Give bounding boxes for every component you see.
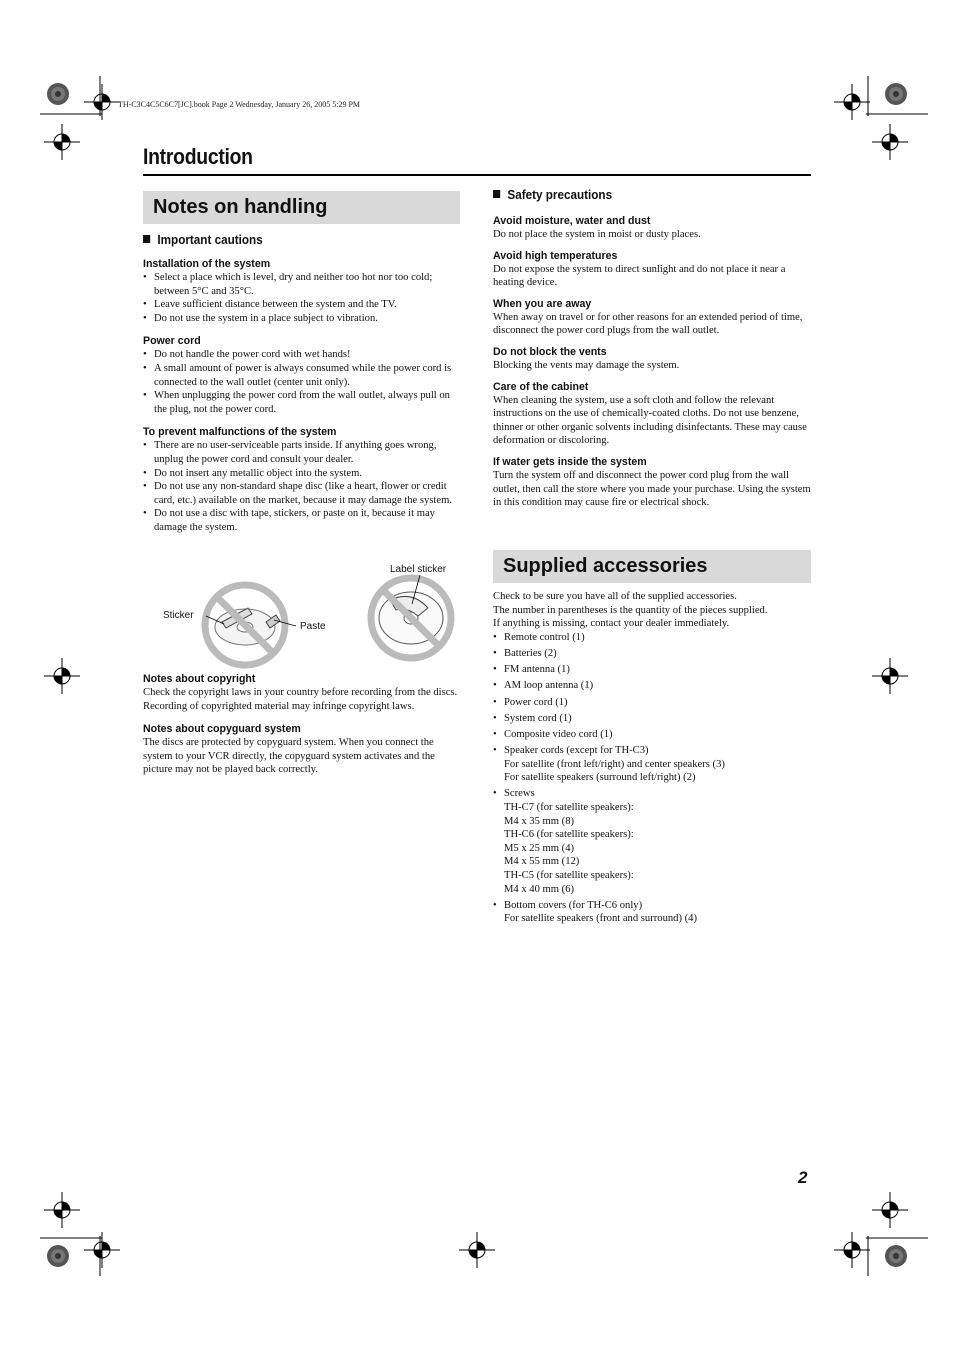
safety-heading: When you are away: [493, 297, 592, 310]
page-number: 2: [798, 1168, 808, 1187]
list-item: • Power cord (1): [493, 696, 811, 710]
color-target-top-right: [866, 76, 928, 116]
list-item: • Batteries (2): [493, 647, 811, 661]
list-item: • Do not insert any metallic object into the system.: [143, 467, 460, 481]
speaker-cords-line: For satellite speakers (surround left/right) (2): [504, 772, 696, 784]
figure-label-sticker: Sticker: [163, 610, 194, 621]
color-target-bottom-left: [40, 1236, 102, 1276]
left-column-text: [143, 258, 460, 535]
section-title-notes-on-handling: Notes on handling: [143, 191, 460, 224]
power-cord-heading: Power cord: [143, 335, 201, 348]
print-info: TH-C3C4C5C6C7[JC].book Page 2 Wednesday, January 26, 2005 5:29 PM: [118, 100, 361, 109]
list-item: • Do not use the system in a place subject to vibration.: [143, 312, 460, 326]
bottom-covers-title: • Bottom covers (for TH-C6 only): [504, 899, 643, 911]
bottom-covers-line: For satellite speakers (front and surround) (4): [504, 913, 697, 925]
registration-mark-bottom-center: [459, 1232, 495, 1268]
speaker-cords-title: • Speaker cords (except for TH-C3): [504, 745, 649, 757]
list-item: • Leave sufficient distance between the system and the TV.: [143, 298, 460, 312]
subhead-important-cautions-label: Important cautions: [157, 232, 263, 247]
registration-mark-left-middle: [44, 658, 80, 694]
registration-mark-right-bottom: [872, 1192, 908, 1228]
copyguard-heading: Notes about copyguard system: [143, 723, 301, 736]
list-item: • Do not handle the power cord with wet hands!: [143, 348, 460, 362]
power-cord-list: [143, 348, 460, 416]
registration-mark-right-middle: [872, 658, 908, 694]
screws-line: TH-C5 (for satellite speakers):: [504, 870, 634, 882]
list-item: • A small amount of power is always consumed while the power cord is connected to the wall outlet (center unit only).: [143, 362, 460, 389]
disc-with-sticker-icon: [205, 585, 296, 665]
subhead-safety-precautions-label: Safety precautions: [507, 187, 613, 202]
subhead-important-cautions: [143, 232, 263, 247]
screws-line: TH-C7 (for satellite speakers):: [504, 802, 634, 814]
left-column-notes: [143, 673, 460, 777]
safety-heading: Avoid moisture, water and dust: [493, 215, 651, 227]
figure-label-paste: Paste: [300, 621, 326, 632]
screws-line: M5 x 25 mm (4): [504, 842, 575, 854]
disc-illustration: [150, 560, 460, 670]
color-target-top-left: [40, 76, 102, 116]
disc-with-label-sticker-icon: [371, 575, 451, 658]
list-item: • There are no user-serviceable parts inside. If anything goes wrong, unplug the power cord and consult your dealer.: [143, 439, 460, 466]
safety-heading: Do not block the vents: [493, 345, 607, 358]
page-title: Introduction: [143, 144, 253, 169]
malfunctions-heading: To prevent malfunctions of the system: [143, 426, 337, 439]
list-item: • System cord (1): [493, 712, 811, 726]
list-item: • Composite video cord (1): [493, 728, 811, 742]
screws-line: TH-C6 (for satellite speakers):: [504, 829, 634, 841]
safety-text: Blocking the vents may damage the system.: [493, 359, 680, 371]
speaker-cords-line: For satellite (front left/right) and center speakers (3): [504, 758, 725, 770]
list-item: • When unplugging the power cord from the wall outlet, always pull on the plug, not the power cord.: [143, 389, 460, 416]
screws-title: • Screws: [504, 788, 535, 800]
list-item: • FM antenna (1): [493, 663, 811, 677]
subhead-safety-precautions: [493, 187, 612, 202]
accessories-intro: The number in parentheses is the quantity of the pieces supplied.: [493, 604, 768, 616]
safety-text: When cleaning the system, use a soft cloth and follow the relevant instructions on the use of chemically-coated cloths. Do not use benzene, thinner or other organic solvents including disinfectants. These may cause deformation or discoloring.: [493, 394, 807, 447]
screws-line: M4 x 35 mm (8): [504, 815, 575, 827]
registration-mark-left-top: [44, 124, 80, 160]
list-item-speaker-cords: [493, 744, 811, 785]
list-item: • Remote control (1): [493, 631, 811, 645]
accessories-column: [493, 590, 811, 929]
registration-mark-bottom-right: [834, 1232, 870, 1268]
registration-mark-top-right: [834, 84, 870, 120]
list-item: • Do not use any non-standard shape disc (like a heart, flower or credit card, etc.) available on the market, because it may damage the system.: [143, 480, 460, 507]
safety-heading: Care of the cabinet: [493, 380, 589, 393]
registration-mark-left-bottom: [44, 1192, 80, 1228]
section-title-supplied-accessories: Supplied accessories: [493, 550, 811, 583]
safety-text: When away on travel or for other reasons for an extended period of time, disconnect the power cord plugs from the wall outlet.: [493, 311, 803, 337]
accessories-intro: Check to be sure you have all of the supplied accessories.: [493, 591, 737, 602]
safety-heading: If water gets inside the system: [493, 455, 647, 468]
list-item: • Do not use a disc with tape, stickers, or paste on it, because it may damage the system.: [143, 507, 460, 534]
list-item-screws: [493, 787, 811, 896]
figure-label-label-sticker: Label sticker: [390, 564, 447, 575]
safety-text: Turn the system off and disconnect the power cord plug from the wall outlet, then call the store where you made your purchase. Using the system in this condition may cause fire or electrical shock.: [493, 469, 811, 509]
safety-heading: Avoid high temperatures: [493, 249, 618, 262]
accessories-list: [493, 631, 811, 926]
installation-list: [143, 271, 460, 325]
screws-line: M4 x 40 mm (6): [504, 883, 575, 895]
malfunctions-list: [143, 439, 460, 534]
screws-line: M4 x 55 mm (12): [504, 856, 580, 868]
color-target-bottom-right: [866, 1236, 928, 1276]
right-column-safety: [493, 215, 811, 510]
square-bullet-icon: [143, 235, 150, 243]
accessories-intro: If anything is missing, contact your dealer immediately.: [493, 618, 730, 630]
copyright-text: Check the copyright laws in your country before recording from the discs. Recording of copyrighted material may infringe copyright laws.: [143, 687, 458, 712]
list-item: • Select a place which is level, dry and neither too hot nor too cold; between 5°C and 35°C.: [143, 271, 460, 298]
safety-text: Do not place the system in moist or dusty places.: [493, 229, 701, 240]
square-bullet-icon: [493, 190, 500, 198]
list-item-bottom-covers: [493, 899, 811, 926]
list-item: • AM loop antenna (1): [493, 679, 811, 693]
safety-text: Do not expose the system to direct sunlight and do not place it near a heating device.: [493, 263, 786, 289]
title-rule: [143, 174, 811, 176]
installation-heading: Installation of the system: [143, 258, 271, 270]
copyright-heading: Notes about copyright: [143, 673, 256, 685]
registration-mark-right-top: [872, 124, 908, 160]
copyguard-text: The discs are protected by copyguard system. When you connect the system to your VCR directly, the copyguard system activates and the picture may not be played back correctly.: [143, 737, 435, 776]
